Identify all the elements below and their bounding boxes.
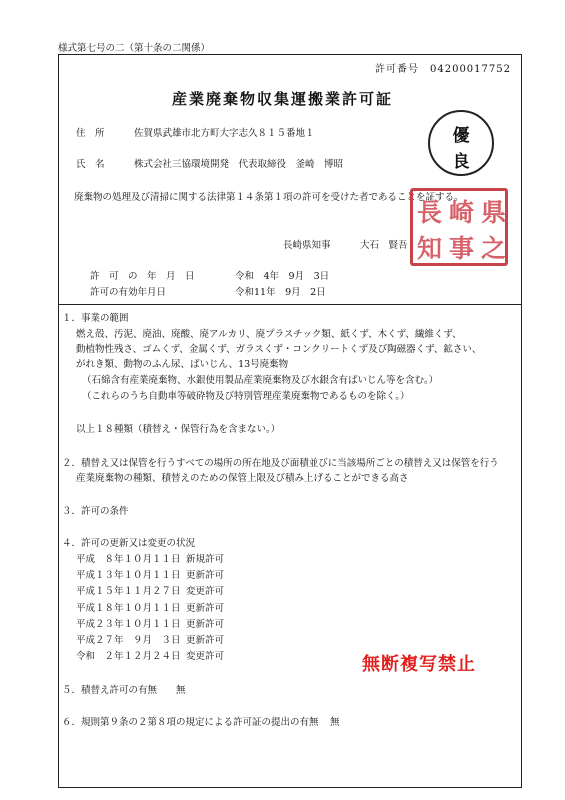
scope-line: 燃え殻、汚泥、廃油、廃酸、廃アルカリ、廃プラスチック類、紙くず、木くず、繊維くず、 [76,329,462,340]
seal-char: 事 [449,234,475,263]
no-copy-watermark: 無断複写禁止 [362,654,476,675]
permit-number: 許可番号 04200017752 [375,64,511,75]
permit-date-value: 令和 4年 9月 3日 [235,271,330,282]
section6-label: ６．規則第９条の２第８項の規定による許可証の提出の有無 [62,717,319,728]
section2-line2: 産業廃棄物の種類、積替えのための保管上限及び積み上げることができる高さ [76,473,409,484]
scope-line: （これらのうち自動車等破砕物及び特別管理産業廃棄物であるものを除く。） [82,391,410,402]
governor-seal [410,188,508,266]
seal-char: 知 [417,234,443,263]
history-date: 平成１３年１０月１１日 [76,570,181,581]
history-type: 更新許可 [186,570,225,581]
history-date: 平成１５年１１月２７日 [76,586,181,597]
history-date: 平成２７年 ９月 ３日 [76,635,181,646]
section1-heading: １．事業の範囲 [62,313,129,324]
form-number: 様式第七号の二（第十条の二関係） [58,43,211,54]
section2-line1: ２．積替え又は保管を行うすべての場所の所在地及び面積並びに当該場所ごとの積替え又は保管を行う [62,458,499,469]
history-type: 新規許可 [186,554,225,565]
seal-char: 之 [481,234,507,263]
certification-text: 廃棄物の処理及び清掃に関する法律第１４条第１項の許可を受けた者であることを証する。 [74,192,464,203]
excellence-char-1: 優 [452,126,470,146]
certificate-title: 産業廃棄物収集運搬業許可証 [171,90,393,108]
scope-line: 動植物性残さ、ゴムくず、金属くず、ガラスくず・コンクリートくず及び陶磁器くず、鉱さい、 [76,344,482,355]
history-date: 平成２３年１０月１１日 [76,619,181,630]
issuer-name: 大石 賢吾 [360,240,408,251]
expiry-date-value: 令和11年 9月 2日 [235,287,326,298]
permit-date-label: 許 可 の 年 月 日 [90,271,195,282]
address-label: 住 所 [76,128,105,139]
seal-char: 長 [417,198,443,227]
scope-line: （石綿含有産業廃棄物、水銀使用製品産業廃棄物及び水銀含有ばいじん等を含む。） [82,375,439,386]
section5-label: ５．積替え許可の有無 [62,685,158,696]
history-type: 更新許可 [186,603,225,614]
scope-summary: 以上１８種類（積替え・保管行為を含まない。） [76,424,281,435]
name-label: 氏 名 [76,159,105,170]
history-date: 令和 ２年１２月２４日 [76,651,181,662]
section5-value: 無 [176,685,186,696]
name-value: 株式会社三協環境開発 代表取締役 釜崎 博昭 [134,159,344,170]
history-date: 平成１８年１０月１１日 [76,603,181,614]
scope-line: がれき類、動物のふん尿、ばいじん、13号廃棄物 [76,359,289,370]
excellence-stamp [428,110,494,176]
issuer-title: 長崎県知事 [283,240,331,251]
history-type: 変更許可 [186,586,225,597]
expiry-date-label: 許可の有効年月日 [90,287,167,298]
history-type: 更新許可 [186,635,225,646]
section4-heading: ４．許可の更新又は変更の状況 [62,538,196,549]
history-type: 変更許可 [186,651,225,662]
section3-heading: ３．許可の条件 [62,506,129,517]
section-divider [58,304,522,305]
excellence-char-2: 良 [452,152,470,172]
history-date: 平成 ８年１０月１１日 [76,554,181,565]
history-type: 更新許可 [186,619,225,630]
seal-char: 崎 [449,198,475,227]
seal-char: 県 [481,198,507,227]
address-value: 佐賀県武雄市北方町大字志久８１５番地１ [134,128,315,139]
section6-value: 無 [330,717,340,728]
